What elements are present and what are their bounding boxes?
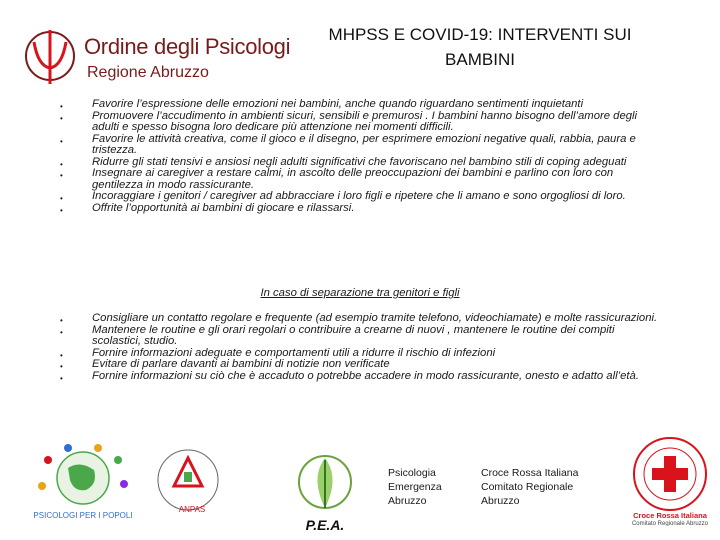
psicologi-per-i-popoli-logo [28, 440, 138, 522]
list-item: • Fornire informazioni su ciò che è accaduto o potrebbe accadere in modo rassicurante, onesto e adatto all’età. [60, 371, 660, 383]
list-item: • Evitare di parlare davanti ai bambini di notizie non verificate [60, 359, 660, 371]
list-item: • Incoraggiare i genitori / caregiver ad abbracciare i loro figli e ripetere che li amano e sono orgogliosi di loro. [60, 191, 660, 203]
separation-subheading: In caso di separazione tra genitori e figli [260, 287, 460, 299]
svg-text:PSICOLOGI PER I POPOLI: PSICOLOGI PER I POPOLI [33, 511, 133, 520]
list-item: • Insegnare ai caregiver a restare calmi, in ascolto delle preoccupazioni dei bambini e parlino con loro con gentilezza in modo rassicurante. [60, 168, 660, 191]
svg-text:P.E.A.: P.E.A. [305, 517, 345, 533]
anpas-logo [148, 446, 228, 518]
caption-line: Psicologia [388, 467, 436, 479]
caption-line: Croce Rossa Italiana [481, 467, 579, 479]
list-item: • Favorire le attività creativa, come il gioco e il disegno, per esprimere emozioni negative quali, rabbia, paura e tristezza. [60, 134, 660, 157]
list-item: • Consigliare un contatto regolare e frequente (ad esempio tramite telefono, videochiamate) e molte rassicurazioni. [60, 313, 660, 325]
svg-text:Croce Rossa Italiana: Croce Rossa Italiana [633, 511, 707, 520]
list-item: • Mantenere le routine e gli orari regolari o contribuire a crearne di nuovi , mantenere le routine dei compiti scolastici, studio. [60, 325, 660, 348]
caption-line: Comitato Regionale [481, 481, 574, 493]
list-item: • Ridurre gli stati tensivi e ansiosi negli adulti significativi che favoriscano nel bambino stili di coping adeguati [60, 157, 660, 169]
pea-logo [290, 448, 360, 534]
separation-list [60, 313, 660, 382]
logo-title: Ordine degli Psicologi [84, 34, 291, 59]
logo-subtitle: Regione Abruzzo [87, 64, 209, 81]
svg-text:Comitato Regionale Abruzzo: Comitato Regionale Abruzzo [631, 521, 709, 526]
list-item: • Promuovere l’accudimento in ambienti sicuri, sensibili e premurosi . I bambini hanno bisogno dell’amore degli adulti e spesso bisogna loro dedicare più attenzione nei momenti difficili. [60, 111, 660, 134]
interventions-list [60, 99, 660, 214]
list-item: • Fornire informazioni adeguate e comportamenti utili a ridurre il rischio di infezioni [60, 348, 660, 360]
svg-text:ANPAS: ANPAS [178, 505, 206, 514]
pea-caption [388, 466, 442, 508]
page-title: MHPSS E COVID-19: INTERVENTI SUI BAMBINI [328, 25, 632, 69]
ordine-psicologi-logo [20, 22, 290, 90]
list-item: • Favorire l’espressione delle emozioni nei bambini, anche quando riguardano sentimenti inquietanti [60, 99, 660, 111]
caption-line: Emergenza [388, 481, 442, 493]
cri-caption [481, 466, 578, 508]
croce-rossa-logo [624, 434, 716, 526]
caption-line: Abruzzo [481, 495, 520, 507]
psi-emblem-icon [20, 22, 80, 90]
caption-line: Abruzzo [388, 495, 427, 507]
list-item: • Offrite l’opportunità ai bambini di giocare e rilassarsi. [60, 203, 660, 215]
